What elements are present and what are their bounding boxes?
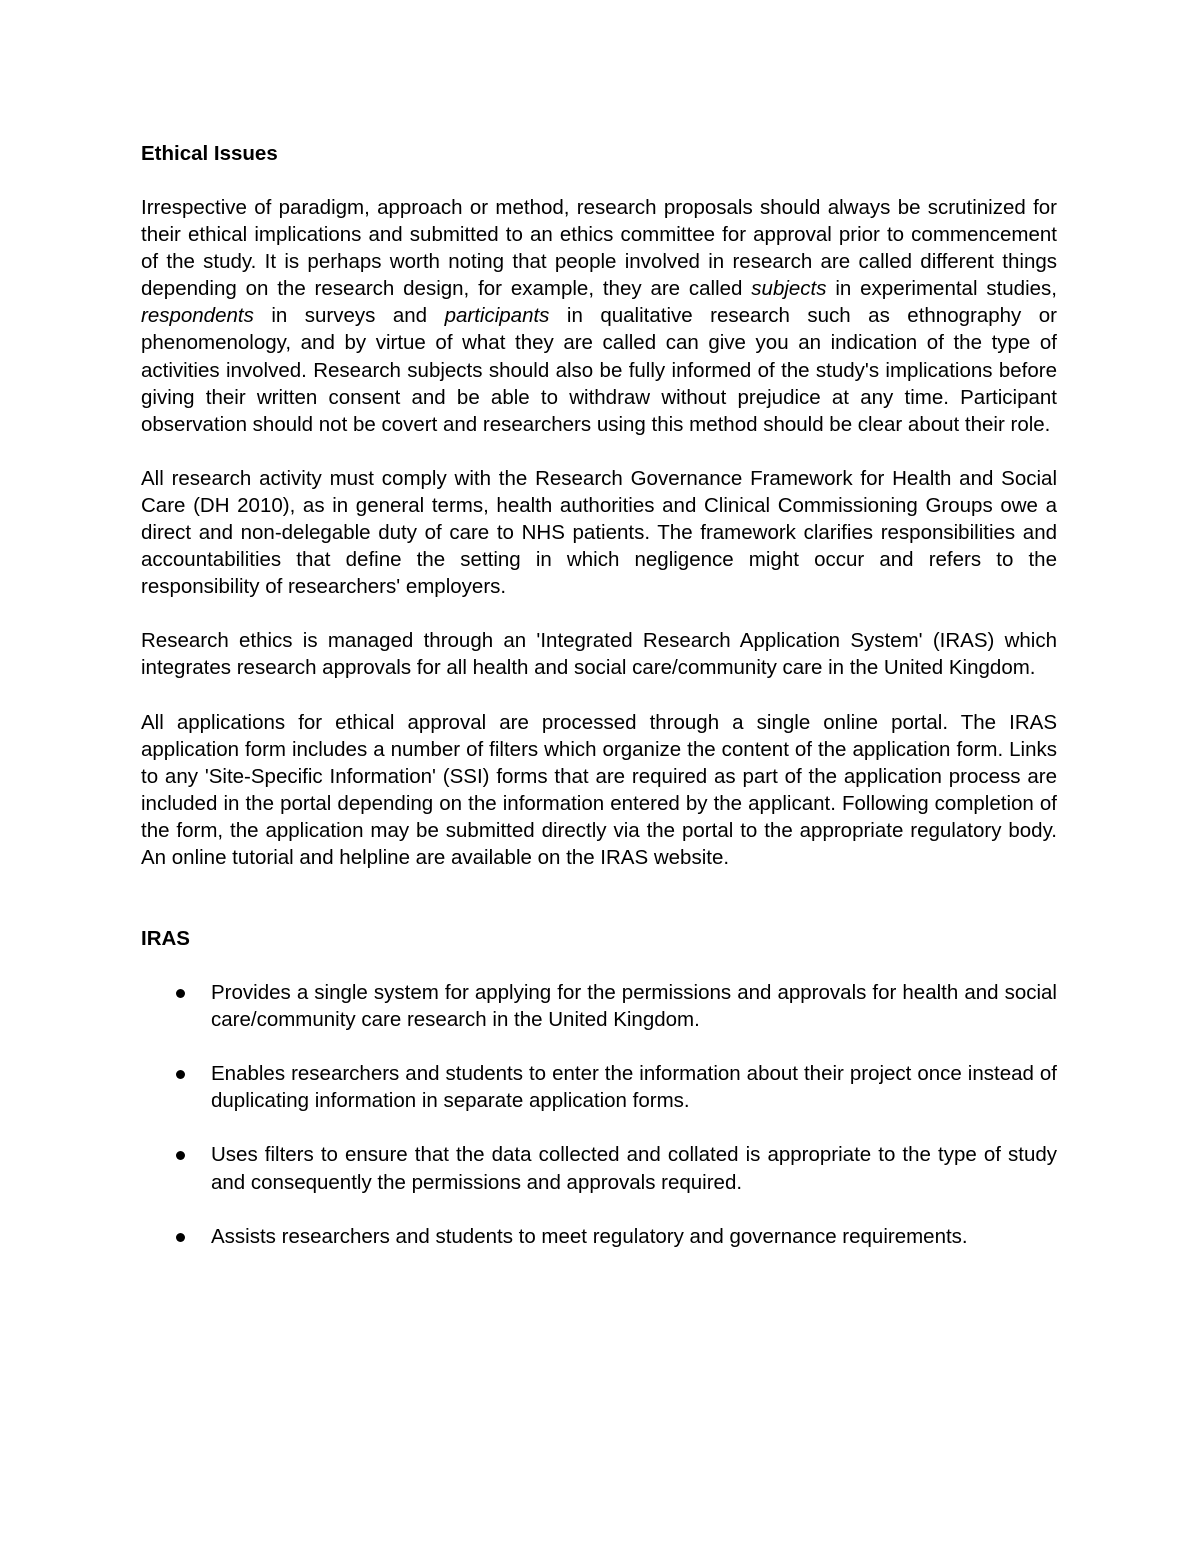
document-page	[141, 140, 1057, 1277]
p1-text-a: Irrespective of paradigm, approach or method, research proposals should always be scrutinized for their ethical implications and submitted to an ethics committee for approval prior to commencement of the study. It is perhaps worth noting that people involved in research are called different things depending on the research design, for example, they are called	[141, 196, 1057, 301]
paragraph-4: All applications for ethical approval are processed through a single online portal. The IRAS application form includes a number of filters which organize the content of the application form. Links to any 'Site-Specific Information' (SSI) forms that are required as part of the application process are included in the portal depending on the information entered by the applicant. Following completion of the form, the application may be submitted directly via the portal to the appropriate regulatory body. An online tutorial and helpline are available on the IRAS website.	[141, 710, 1057, 869]
section-heading-ethical-issues: Ethical Issues	[141, 142, 278, 165]
bullet-icon	[176, 1070, 185, 1079]
p1-text-d: in qualitative research such as ethnography or phenomenology, and by virtue of what they are called can give you an indication of the type of activities involved. Research subjects should also be fully informed of the study's implications before giving their written consent and be able to withdraw without prejudice at any time. Participant observation should not be covert and researchers using this method should be clear about their role.	[141, 304, 1057, 436]
bullet-icon	[176, 1233, 185, 1242]
bullet-icon	[176, 989, 185, 998]
bullet-icon	[176, 1151, 185, 1160]
list-item-text: Enables researchers and students to enter the information about their project once instead of duplicating information in separate application forms.	[211, 1062, 1057, 1113]
p1-text-b: in experimental studies,	[826, 277, 1057, 301]
paragraph-3: Research ethics is managed through an 'Integrated Research Application System' (IRAS) which integrates research approvals for all health and social care/community care in the United Kingdom.	[141, 629, 1057, 680]
list-item	[141, 1060, 1057, 1114]
list-item-text: Assists researchers and students to meet regulatory and governance requirements.	[211, 1224, 968, 1248]
list-item	[141, 1223, 1057, 1250]
paragraph-1	[141, 194, 1057, 438]
term-subjects: subjects	[751, 277, 827, 301]
spacer	[141, 952, 1057, 979]
paragraph-2: All research activity must comply with the Research Governance Framework for Health and Social Care (DH 2010), as in general terms, health authorities and Clinical Commissioning Groups owe a direct and non-delegable duty of care to NHS patients. The framework clarifies responsibilities and accountabilities that define the setting in which negligence might occur and refers to the responsibility of researchers' employers.	[141, 466, 1057, 599]
spacer	[141, 898, 1057, 925]
term-participants: participants	[444, 304, 550, 328]
section-heading-iras: IRAS	[141, 927, 190, 951]
iras-bullet-list	[141, 979, 1057, 1250]
spacer	[141, 167, 1057, 194]
list-item	[141, 1141, 1057, 1195]
p1-text-c: in surveys and	[253, 304, 445, 328]
list-item-text: Uses filters to ensure that the data collected and collated is appropriate to the type of study and consequently the permissions and approvals required.	[211, 1143, 1057, 1194]
list-item	[141, 979, 1057, 1033]
term-respondents: respondents	[141, 304, 254, 328]
list-item-text: Provides a single system for applying for the permissions and approvals for health and social care/community care research in the United Kingdom.	[211, 981, 1057, 1032]
